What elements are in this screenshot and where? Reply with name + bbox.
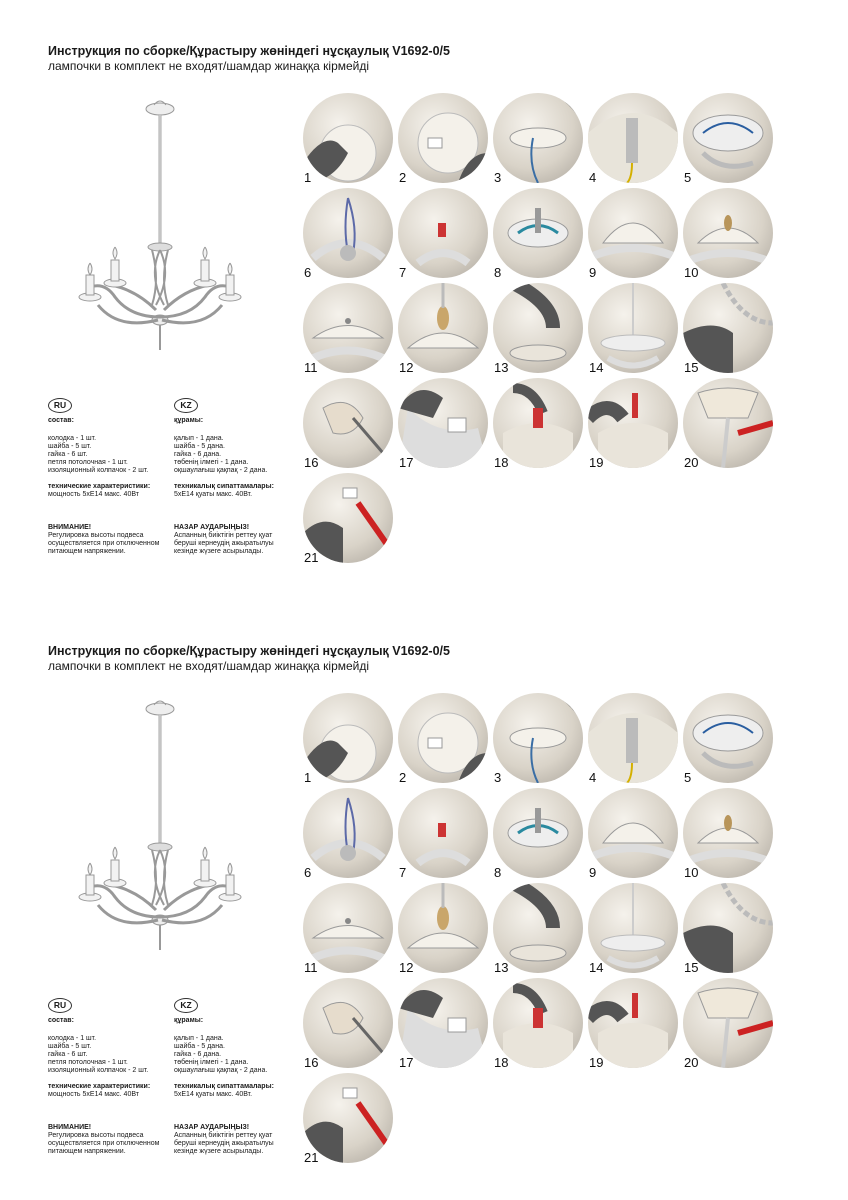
kz-item: қалып - 1 дана. bbox=[174, 1035, 224, 1042]
kz-item: оқшаулағыш қақпақ - 2 дана. bbox=[174, 467, 268, 474]
step-number: 4 bbox=[589, 170, 597, 185]
assembly-step bbox=[300, 473, 395, 568]
step-number: 21 bbox=[304, 1150, 319, 1165]
chandelier-illustration bbox=[70, 695, 250, 965]
step-number: 14 bbox=[589, 960, 604, 975]
step-photo bbox=[398, 93, 488, 183]
assembly-step bbox=[680, 283, 775, 378]
step-number: 7 bbox=[399, 865, 407, 880]
step-number: 3 bbox=[494, 170, 502, 185]
step-photo bbox=[588, 93, 678, 183]
kz-warning-text: Аспанның биіктігін реттеу қуат беруші кернеудің ажыратылуы кезінде жүзеге асырылады. bbox=[174, 532, 274, 555]
step-photo bbox=[588, 188, 678, 278]
step-number: 7 bbox=[399, 265, 407, 280]
assembly-step bbox=[300, 788, 395, 883]
assembly-step bbox=[585, 883, 680, 978]
assembly-step bbox=[300, 378, 395, 473]
assembly-step bbox=[490, 93, 585, 188]
assembly-step bbox=[585, 283, 680, 378]
step-number: 8 bbox=[494, 865, 502, 880]
step-number: 10 bbox=[684, 865, 699, 880]
step-number: 17 bbox=[399, 1055, 414, 1070]
ru-item: петля потолочная - 1 шт. bbox=[48, 1059, 128, 1066]
kz-warning-title: НАЗАР АУДАРЫҢЫЗ! bbox=[174, 524, 250, 531]
step-photo bbox=[303, 188, 393, 278]
step-photo bbox=[493, 93, 583, 183]
step-number: 5 bbox=[684, 170, 692, 185]
step-photo bbox=[588, 788, 678, 878]
assembly-step bbox=[490, 283, 585, 378]
assembly-step bbox=[300, 693, 395, 788]
ru-language-badge: RU bbox=[48, 398, 72, 413]
step-photo bbox=[398, 788, 488, 878]
kz-item: гайка - 6 дана. bbox=[174, 451, 222, 458]
assembly-step bbox=[490, 188, 585, 283]
assembly-step bbox=[395, 188, 490, 283]
ru-item: колодка - 1 шт. bbox=[48, 435, 97, 442]
assembly-step bbox=[300, 188, 395, 283]
assembly-step bbox=[680, 693, 775, 788]
step-photo bbox=[303, 788, 393, 878]
assembly-step bbox=[490, 378, 585, 473]
assembly-step bbox=[395, 283, 490, 378]
assembly-step bbox=[680, 978, 775, 1073]
assembly-step bbox=[395, 693, 490, 788]
ru-item: изоляционный колпачок - 2 шт. bbox=[48, 467, 149, 474]
kz-composition-label: құрамы: bbox=[174, 1017, 204, 1024]
assembly-step bbox=[585, 188, 680, 283]
assembly-step bbox=[300, 978, 395, 1073]
ru-spec: мощность 5хЕ14 макс. 40Вт bbox=[48, 491, 139, 498]
step-number: 19 bbox=[589, 455, 604, 470]
step-number: 6 bbox=[304, 865, 312, 880]
assembly-step bbox=[490, 883, 585, 978]
ru-item: шайба - 5 шт. bbox=[48, 443, 92, 450]
step-number: 4 bbox=[589, 770, 597, 785]
step-number: 10 bbox=[684, 265, 699, 280]
step-photo bbox=[493, 188, 583, 278]
kz-info-column bbox=[174, 1017, 294, 1156]
kz-language-badge: KZ bbox=[174, 998, 198, 1013]
ru-spec-title: технические характеристики: bbox=[48, 1083, 151, 1090]
ru-item: колодка - 1 шт. bbox=[48, 1035, 97, 1042]
assembly-step bbox=[395, 378, 490, 473]
assembly-step bbox=[395, 978, 490, 1073]
kz-warning-text: Аспанның биіктігін реттеу қуат беруші кернеудің ажыратылуы кезінде жүзеге асырылады. bbox=[174, 1132, 274, 1155]
assembly-step bbox=[490, 693, 585, 788]
kz-item: шайба - 5 дана. bbox=[174, 1043, 225, 1050]
step-number: 16 bbox=[304, 1055, 319, 1070]
kz-composition-label: құрамы: bbox=[174, 417, 204, 424]
step-number: 20 bbox=[684, 1055, 699, 1070]
ru-item: изоляционный колпачок - 2 шт. bbox=[48, 1067, 149, 1074]
step-photo bbox=[493, 693, 583, 783]
assembly-step bbox=[300, 883, 395, 978]
step-number: 8 bbox=[494, 265, 502, 280]
kz-item: төбенің ілмегі - 1 дана. bbox=[174, 1059, 249, 1066]
step-number: 13 bbox=[494, 960, 509, 975]
assembly-step bbox=[300, 283, 395, 378]
step-number: 9 bbox=[589, 265, 597, 280]
kz-warning-title: НАЗАР АУДАРЫҢЫЗ! bbox=[174, 1124, 250, 1131]
step-number: 21 bbox=[304, 550, 319, 565]
kz-spec: 5хЕ14 қуаты макс. 40Вт. bbox=[174, 1091, 253, 1098]
step-number: 1 bbox=[304, 770, 312, 785]
step-number: 20 bbox=[684, 455, 699, 470]
assembly-step bbox=[680, 788, 775, 883]
kz-item: шайба - 5 дана. bbox=[174, 443, 225, 450]
step-number: 16 bbox=[304, 455, 319, 470]
step-photo bbox=[493, 788, 583, 878]
ru-composition-label: состав: bbox=[48, 1017, 74, 1024]
sheet-title: Инструкция по сборке/Құрастыру жөніндегі нұсқаулық V1692-0/5 bbox=[48, 44, 450, 58]
step-number: 11 bbox=[304, 960, 318, 975]
step-number: 18 bbox=[494, 1055, 509, 1070]
step-number: 17 bbox=[399, 455, 414, 470]
instruction-sheet bbox=[0, 600, 848, 1200]
assembly-step bbox=[300, 1073, 395, 1168]
step-photo bbox=[398, 693, 488, 783]
step-number: 11 bbox=[304, 360, 318, 375]
kz-item: қалып - 1 дана. bbox=[174, 435, 224, 442]
assembly-step bbox=[680, 378, 775, 473]
assembly-step bbox=[300, 93, 395, 188]
ru-item: петля потолочная - 1 шт. bbox=[48, 459, 128, 466]
ru-language-badge: RU bbox=[48, 998, 72, 1013]
ru-warning-text: Регулировка высоты подвеса осуществляется при отключенном питающем напряжении. bbox=[48, 532, 160, 555]
assembly-step bbox=[680, 188, 775, 283]
assembly-steps-grid bbox=[300, 693, 790, 1173]
ru-item: шайба - 5 шт. bbox=[48, 1043, 92, 1050]
kz-spec-title: техникалық сипаттамалары: bbox=[174, 1083, 274, 1090]
assembly-step bbox=[585, 788, 680, 883]
ru-warning-text: Регулировка высоты подвеса осуществляется при отключенном питающем напряжении. bbox=[48, 1132, 160, 1155]
ru-item: гайка - 6 шт. bbox=[48, 451, 88, 458]
assembly-step bbox=[395, 788, 490, 883]
kz-item: гайка - 6 дана. bbox=[174, 1051, 222, 1058]
step-number: 19 bbox=[589, 1055, 604, 1070]
assembly-step bbox=[585, 693, 680, 788]
ru-composition-label: состав: bbox=[48, 417, 74, 424]
ru-warning-title: ВНИМАНИЕ! bbox=[48, 1124, 92, 1131]
step-number: 2 bbox=[399, 770, 407, 785]
sheet-subtitle: лампочки в комплект не входят/шамдар жинаққа кірмейді bbox=[48, 59, 370, 73]
step-photo bbox=[398, 188, 488, 278]
assembly-step bbox=[395, 883, 490, 978]
sheet-title: Инструкция по сборке/Құрастыру жөніндегі нұсқаулық V1692-0/5 bbox=[48, 644, 450, 658]
assembly-steps-grid bbox=[300, 93, 790, 573]
ru-info-column bbox=[48, 1017, 168, 1156]
assembly-step bbox=[395, 93, 490, 188]
ru-info-column bbox=[48, 417, 168, 556]
ru-spec-title: технические характеристики: bbox=[48, 483, 151, 490]
ru-spec: мощность 5хЕ14 макс. 40Вт bbox=[48, 1091, 139, 1098]
step-number: 6 bbox=[304, 265, 312, 280]
step-number: 14 bbox=[589, 360, 604, 375]
step-number: 1 bbox=[304, 170, 312, 185]
step-number: 12 bbox=[399, 960, 414, 975]
ru-item: гайка - 6 шт. bbox=[48, 1051, 88, 1058]
ru-warning-title: ВНИМАНИЕ! bbox=[48, 524, 92, 531]
step-photo bbox=[303, 693, 393, 783]
sheet-subtitle: лампочки в комплект не входят/шамдар жинаққа кірмейді bbox=[48, 659, 370, 673]
assembly-step bbox=[680, 883, 775, 978]
kz-spec-title: техникалық сипаттамалары: bbox=[174, 483, 274, 490]
step-number: 15 bbox=[684, 960, 699, 975]
step-number: 13 bbox=[494, 360, 509, 375]
kz-info-column bbox=[174, 417, 294, 556]
step-photo bbox=[683, 693, 773, 783]
step-number: 15 bbox=[684, 360, 699, 375]
step-number: 3 bbox=[494, 770, 502, 785]
assembly-step bbox=[490, 978, 585, 1073]
kz-item: оқшаулағыш қақпақ - 2 дана. bbox=[174, 1067, 268, 1074]
step-photo bbox=[683, 93, 773, 183]
chandelier-illustration bbox=[70, 95, 250, 365]
assembly-step bbox=[490, 788, 585, 883]
step-number: 9 bbox=[589, 865, 597, 880]
kz-item: төбенің ілмегі - 1 дана. bbox=[174, 459, 249, 466]
kz-spec: 5хЕ14 қуаты макс. 40Вт. bbox=[174, 491, 253, 498]
assembly-step bbox=[585, 93, 680, 188]
assembly-step bbox=[680, 93, 775, 188]
step-photo bbox=[303, 93, 393, 183]
step-number: 2 bbox=[399, 170, 407, 185]
step-photo bbox=[588, 693, 678, 783]
step-number: 18 bbox=[494, 455, 509, 470]
step-number: 5 bbox=[684, 770, 692, 785]
assembly-step bbox=[585, 378, 680, 473]
kz-language-badge: KZ bbox=[174, 398, 198, 413]
step-number: 12 bbox=[399, 360, 414, 375]
assembly-step bbox=[585, 978, 680, 1073]
